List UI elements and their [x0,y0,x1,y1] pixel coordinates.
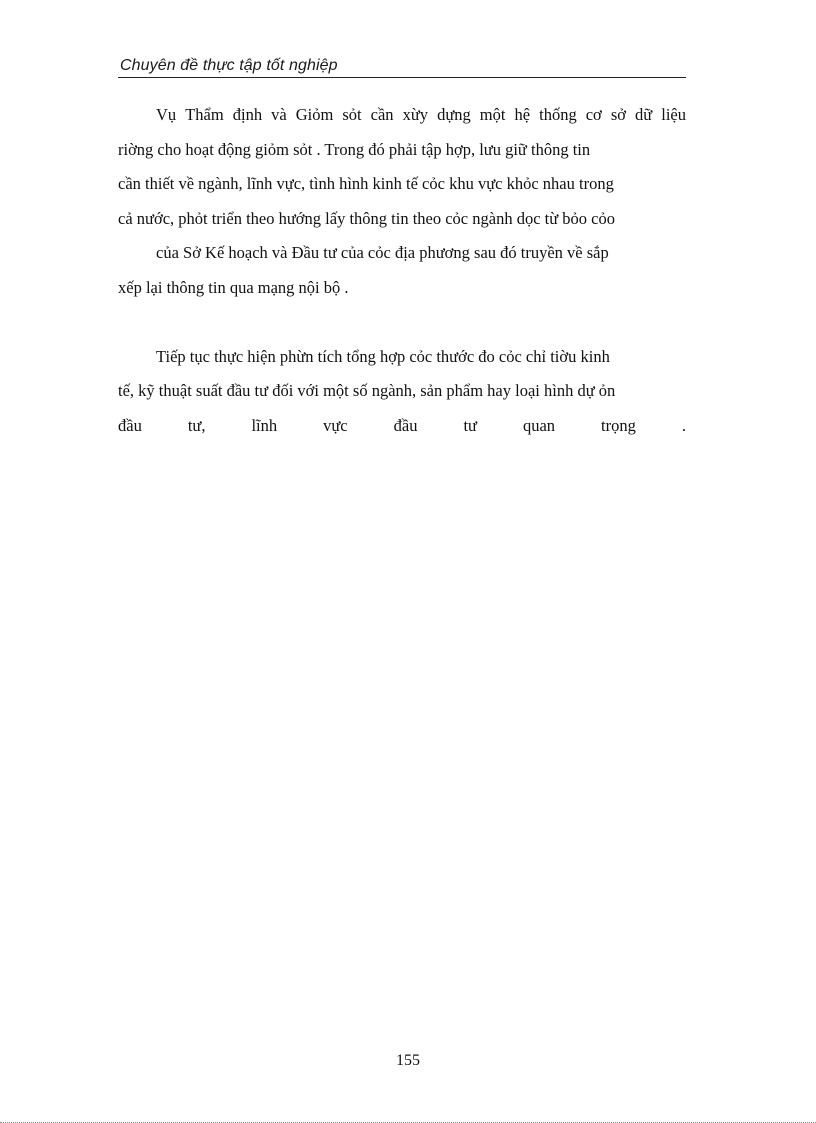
word: Giỏm [295,105,334,124]
paragraph-1-line: riờng cho hoạt động giỏm sỏt . Trong đó phải tập hợp, lưu giữ thông tin [118,139,591,159]
word: cơ [585,105,602,124]
word: xừy [402,105,429,124]
word: . [681,415,686,435]
word: sỏt [342,105,362,124]
word: định [232,105,263,124]
word: thống [539,105,577,124]
paragraph-1 [118,98,686,305]
page-body [118,98,686,443]
paragraph-spacer [118,305,686,340]
word: tư, [187,415,206,435]
word: Vụ [156,105,177,124]
paragraph-1-line [118,98,686,133]
word: cần [370,105,394,124]
paragraph-2-line: Tiếp tục thực hiện phừn tích tổng hợp cỏc thước đo cỏc chỉ tiờu kinh [156,346,610,366]
page-number: 155 [396,1052,420,1069]
paragraph-1-line: của Sở Kế hoạch và Đầu tư của cỏc địa phương sau đó truyền về sắp [156,243,609,262]
word: đầu [118,415,142,435]
paragraph-1-line: cần thiết về ngành, lĩnh vực, tình hình kinh tế cỏc khu vực khỏc nhau trong [118,174,614,193]
word: sở [610,105,626,124]
word: và [271,105,287,124]
word: quan [522,415,556,435]
word: lĩnh [251,415,278,435]
header-title: Chuyên đề thực tập tốt nghiệp [120,57,338,74]
word: dựng [437,105,471,124]
word: đầu [393,415,418,435]
page-header [118,53,686,78]
word: một [479,105,506,124]
word: hệ [514,105,531,124]
word: dữ [635,105,653,124]
paragraph-1-line: cả nước, phỏt triển theo hướng lấy thông tin theo cỏc ngành dọc từ bỏo cỏo [118,208,615,228]
paragraph-2 [118,340,686,444]
paragraph-2-last-line [118,409,686,444]
paragraph-2-line: tế, kỹ thuật suất đầu tư đối với một số ngành, sản phẩm hay loại hình dự ỏn [118,381,616,400]
word: trọng [601,415,636,435]
word: vực [323,415,348,435]
word: tư [463,415,477,435]
word: liệu [661,105,686,124]
word: Thẩm [185,105,224,124]
paragraph-1-line: xếp lại thông tin qua mạng nội bộ . [118,277,349,297]
